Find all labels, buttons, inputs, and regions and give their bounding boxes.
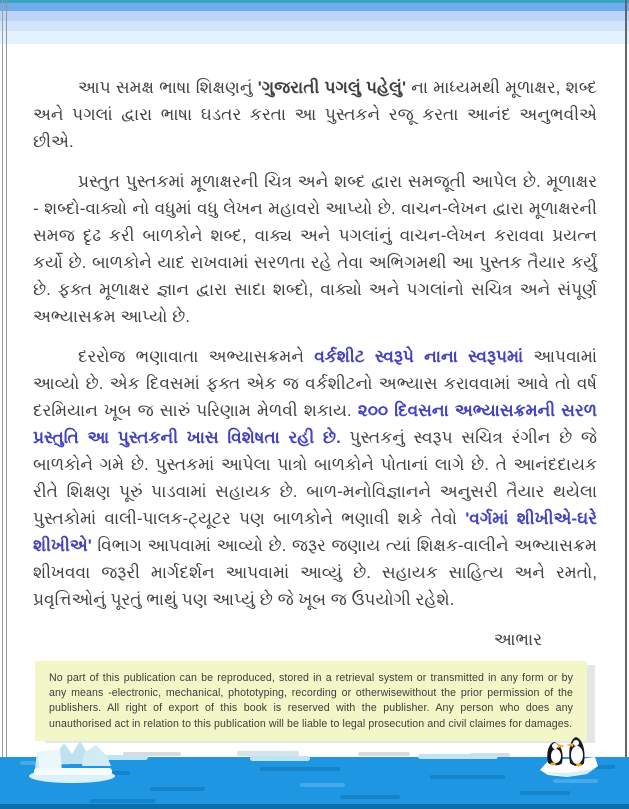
copyright-notice: No part of this publication can be reproduced, stored in a retrieval system or transmitted in any form or by any means -electronic, mechanical, phototyping, recording or otherwisewithout the prior permission of the publishers. All right of export of this book is reserved with the publisher. Any person who does any unauthorised act in relation to this publication will be liable to legal prosecution and civil claimes for damages. [35, 661, 587, 741]
accent-text: વર્કશીટ સ્વરૂપે નાના સ્વરૂપમાં [314, 347, 524, 366]
accent-text: ૨૦૦ દિવસના અભ્યાસક્રમની સરળ પ્રસ્તુતિ આ પુસ્તકની ખાસ વિશેષતા રહી છે. [33, 401, 598, 447]
preface-paragraphs [33, 44, 597, 613]
water-ripple [150, 787, 205, 791]
water-ripple [430, 775, 505, 779]
body-text: પ્રસ્તુત પુસ્તકમાં મૂળાક્ષરની ચિત્ર અને શબ્દ દ્વારા સમજૂતી આપેલ છે. મૂળાક્ષર - શબ્દો-વાક્યો નો વધુમાં વધુ લેખન મહાવરો આપ્યો છે. વાચન-લેખન દ્વારા મૂળાક્ષરની સમજ દૃઢ કરી બાળકોને શબ્દ, વાક્ય અને પગલાંનું વાચન-લેખન કરાવવા પ્રયત્ન કર્યો છે. બાળકોને યાદ રાખવામાં સરળતા રહે તેવા અભિગમથી આ પુસ્તક તૈયાર કર્યું છે. ફક્ત મૂળાક્ષર જ્ઞાન દ્વારા સાદા શબ્દો, વાક્યો અને પગલાંનો સચિત્ર અને સંપૂર્ણ અભ્યાસક્રમ આપ્યો છે. [33, 172, 597, 326]
page-border-right [625, 0, 627, 809]
wave-crest [250, 756, 310, 761]
wave-crest [418, 754, 498, 759]
water-ripple [90, 799, 155, 803]
wave-streak [358, 752, 410, 756]
iceberg-icon [26, 737, 121, 785]
body-text: 'ગુજરાતી પગલું પહેલું' [257, 78, 407, 97]
accent-text: 'વર્ગમાં શીખીએ-ઘરે શીખીએ' [33, 509, 597, 555]
page-border-left-inner [6, 0, 7, 809]
water-ripple [300, 783, 345, 787]
signature-thanks: આભાર [493, 630, 542, 649]
body-text: ના માધ્યમથી મૂળાક્ષર, શબ્દ અને પગલાં દ્વારા ભાષા ઘડતર કરતા આ પુસ્તકને રજૂ કરતા આનંદ અનુભવીએ છીએ. [33, 78, 597, 151]
page-border-left-outer [2, 0, 3, 809]
body-text: પુસ્તકનું સ્વરૂપ સચિત્ર રંગીન છે જે બાળકોને ગમે છે. પુસ્તકમાં આપેલા પાત્રો બાળકોને પોતાનાં લાગે છે. તે આનંદદાયક રીતે શિક્ષણ પૂરું પાડવામાં સહાયક છે. બાળ-મનોવિજ્ઞાનને અનુસરી તૈયાર થયેલા પુસ્તકોમાં વાલી-પાલક-ટ્યૂટર પણ બાળકોને ભણાવી શકે તેવો [33, 428, 597, 528]
water-ripple [520, 791, 570, 795]
body-text: આપ સમક્ષ ભાષા શિક્ષણનું [78, 78, 258, 97]
preface-paragraph [33, 74, 597, 155]
body-text: આપવામાં આવ્યો છે. એક દિવસમાં ફક્ત એક જ વર્કશીટનો અભ્યાસ કરાવવામાં આવે તો વર્ષ દરમિયાન ખૂબ જ સારું પરિણામ મેળવી શકાય. [33, 347, 597, 420]
preface-paragraph [33, 168, 597, 330]
preface-content [33, 44, 597, 659]
body-text: વિભાગ આપવામાં આવ્યો છે. જરૂર જણાય ત્યાં શિક્ષક-વાલીને અભ્યાસક્રમ શીખવવા જરૂરી માર્ગદર્શન આપવામાં આવ્યું છે. સહાયક સાહિત્ય અને રમતો, પ્રવૃત્તિઓનું પૂરતું ભાથું પણ આપ્યું છે જે ખૂબ જ ઉપયોગી રહેશે. [33, 536, 597, 609]
water-ripple [260, 767, 340, 771]
body-text: દરરોજ ભણાવાતા અભ્યાસક્રમને [78, 347, 315, 366]
preface-paragraph [33, 343, 597, 613]
penguins-icon [538, 732, 600, 782]
water-ripple [340, 795, 400, 799]
top-banner-gradient [0, 0, 629, 44]
